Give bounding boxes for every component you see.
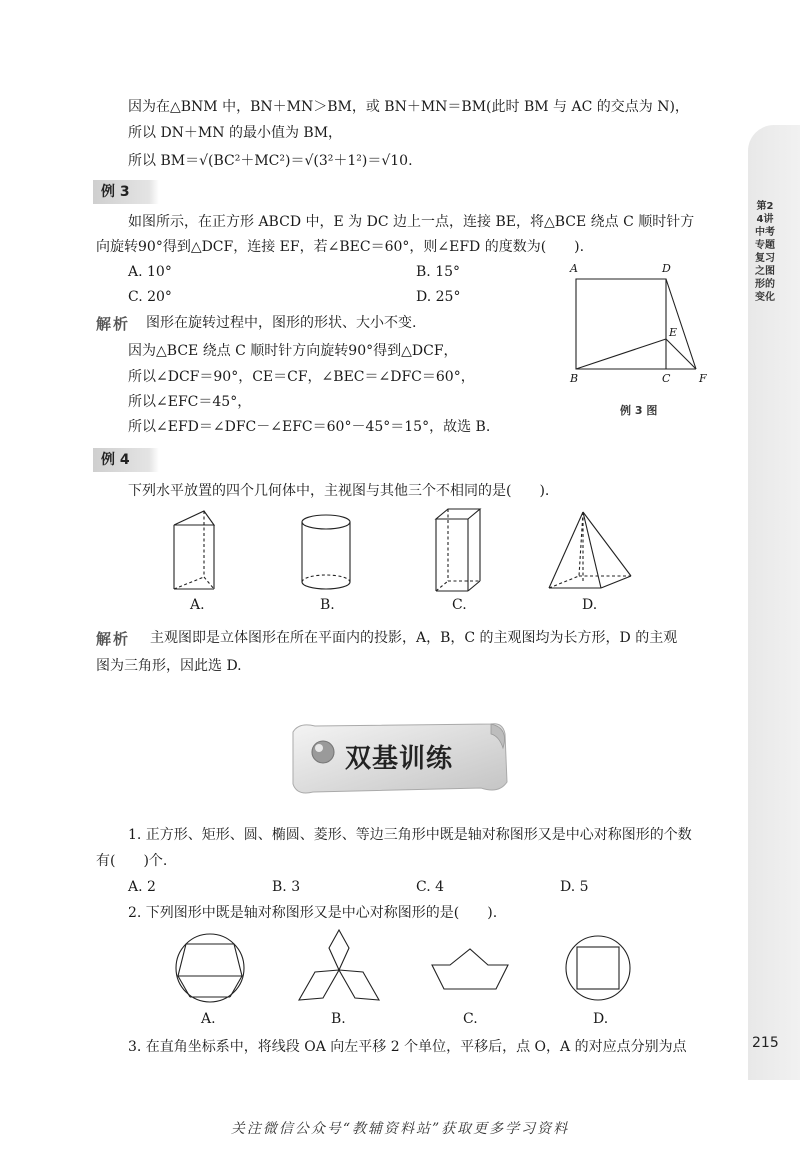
- analysis-line: 主观图即是立体图形在所在平面内的投影，A，B，C 的主观图均为长方形，D 的主观: [150, 630, 678, 646]
- figure-label-c: C.: [463, 1011, 478, 1027]
- exercise-1-text: 有( )个.: [96, 853, 168, 869]
- analysis-label: 解析: [96, 315, 131, 333]
- solid-label-d: D.: [582, 597, 598, 613]
- option-d: D. 25°: [416, 289, 461, 305]
- prism-top: [174, 511, 214, 525]
- analysis-line: 因为△BCE 绕点 C 顺时针方向旋转90°得到△DCF，: [128, 343, 458, 359]
- segment-df: [666, 279, 696, 369]
- figure-d-circle-square: [562, 932, 642, 1012]
- analysis-line: 所以∠DCF＝90°，CE＝CF，∠BEC＝∠DFC＝60°，: [128, 369, 475, 385]
- segment-be: [576, 339, 666, 369]
- analysis-line: 图为三角形，因此选 D.: [96, 658, 242, 674]
- analysis-line: 所以∠EFC＝45°，: [128, 394, 252, 410]
- figure-label-b: B.: [331, 1011, 346, 1027]
- example-3-tag: 例 3: [93, 180, 159, 204]
- exercise-1-option-c: C. 4: [416, 879, 445, 895]
- question-text: 向旋转90°得到△DCF，连接 EF，若∠BEC＝60°，则∠EFD 的度数为( ).: [96, 239, 585, 255]
- solid-label-a: A.: [190, 597, 205, 613]
- exercise-1-option-d: D. 5: [560, 879, 589, 895]
- solid-label-c: C.: [452, 597, 467, 613]
- inscribed-trapezoid: [178, 944, 242, 976]
- analysis-line: 图形在旋转过程中，图形的形状、大小不变.: [146, 315, 417, 331]
- solid-c-cuboid: [430, 505, 500, 600]
- figure-label-d: D.: [593, 1011, 609, 1027]
- exercise-3-text: 3. 在直角坐标系中，将线段 OA 向左平移 2 个单位，平移后，点 O，A 的对应点分别为点: [128, 1039, 687, 1055]
- solid-b-cylinder: [298, 510, 368, 600]
- figure-b-three-rhombi: [295, 928, 385, 1008]
- point-label-f: F: [699, 372, 707, 385]
- solid-a-triangular-prism: [168, 505, 238, 595]
- point-label-a: A: [570, 262, 578, 275]
- option-c: C. 20°: [128, 289, 172, 305]
- page-number: 215: [752, 1035, 779, 1051]
- section-title: 双基训练: [345, 744, 454, 774]
- analysis-label: 解析: [96, 630, 131, 648]
- text-line: 因为在△BNM 中，BN＋MN＞BM，或 BN＋MN＝BM(此时 BM 与 AC 的交点为 N)，: [128, 99, 689, 115]
- exercise-2-text: 2. 下列图形中既是轴对称图形又是中心对称图形的是( ).: [128, 905, 498, 921]
- option-a: A. 10°: [128, 264, 172, 280]
- figure-label-a: A.: [201, 1011, 216, 1027]
- point-label-b: B: [570, 372, 579, 385]
- question-text: 下列水平放置的四个几何体中，主视图与其他三个不相同的是( ).: [128, 483, 550, 499]
- point-label-c: C: [662, 372, 671, 385]
- exercise-1-text: 1. 正方形、矩形、圆、椭圆、菱形、等边三角形中既是轴对称图形又是中心对称图形的个数: [128, 827, 692, 843]
- exercise-1-option-b: B. 3: [272, 879, 301, 895]
- square-abcd: [576, 279, 666, 369]
- point-label-e: E: [669, 326, 678, 339]
- solid-d-pyramid: [545, 508, 640, 598]
- analysis-line: 所以∠EFD＝∠DFC－∠EFC＝60°－45°＝15°，故选 B.: [128, 419, 491, 435]
- figure-c-boat-shape: [428, 945, 513, 1005]
- example-4-tag: 例 4: [93, 448, 159, 472]
- figure-caption: 例 3 图: [620, 404, 658, 417]
- inscribed-square: [577, 947, 619, 989]
- option-b: B. 15°: [416, 264, 461, 280]
- banner-dot-icon: [312, 741, 334, 763]
- point-label-d: D: [662, 262, 671, 275]
- footer-note: 关注微信公众号“教辅资料站”获取更多学习资料: [230, 1121, 570, 1137]
- chapter-title: 第24讲 中考专题复习之图形的变化: [755, 201, 775, 303]
- exercise-1-option-a: A. 2: [128, 879, 156, 895]
- example-3-figure: [570, 265, 720, 385]
- text-line: 所以 DN＋MN 的最小值为 BM，: [128, 125, 343, 141]
- question-text: 如图所示，在正方形 ABCD 中，E 为 DC 边上一点，连接 BE，将△BCE 绕点 C 顺时针方: [128, 214, 695, 230]
- figure-a-circle-trapezoid: [172, 930, 252, 1010]
- solid-label-b: B.: [320, 597, 335, 613]
- text-line: 所以 BM＝√(BC²＋MC²)＝√(3²＋1²)＝√10.: [128, 153, 413, 169]
